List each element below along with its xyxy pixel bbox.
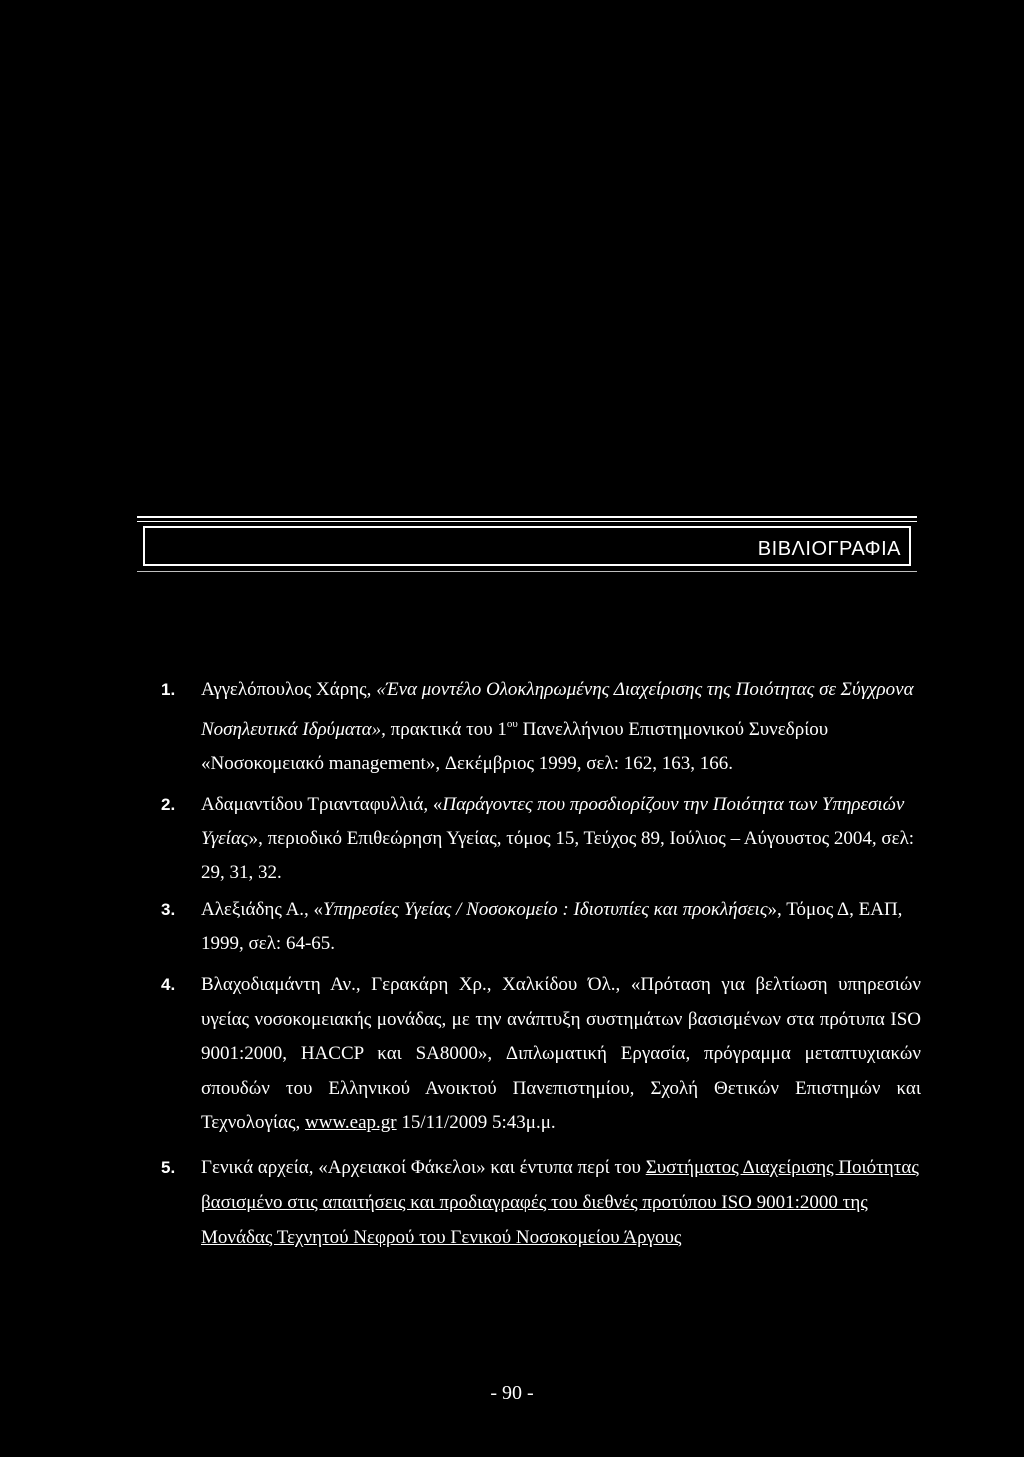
header-rule-bottom	[137, 571, 917, 572]
reference-number: 1.	[161, 680, 176, 699]
reference-text	[201, 794, 914, 883]
header-rule-top-thin	[137, 521, 917, 522]
reference-list	[161, 673, 921, 1255]
reference-author: Αλεξιάδης Α., «	[201, 899, 324, 920]
reference-title: Υπηρεσίες Υγείας / Νοσοκομείο : Ιδιοτυπίες και προκλήσεις	[323, 899, 768, 920]
reference-access-date: 15/11/2009 5:43μ.μ.	[396, 1112, 556, 1133]
reference-number: 5.	[161, 1157, 176, 1177]
reference-author: Αγγελόπουλος Χάρης,	[201, 679, 377, 700]
reference-number: 4.	[161, 975, 176, 994]
reference-source: , πρακτικά του 1	[381, 719, 507, 740]
reference-author: Αδαμαντίδου Τριανταφυλλιά, «	[201, 794, 443, 815]
section-header	[137, 516, 917, 568]
ordinal-superscript: ου	[506, 718, 518, 730]
reference-details: Γενικά αρχεία, «Αρχειακοί Φάκελοι» και έντυπα περί του	[201, 1156, 646, 1178]
reference-text	[201, 899, 902, 954]
reference-details: », Τόμος Δ, ΕΑΠ, 1999, σελ: 64-65.	[201, 899, 903, 954]
reference-item	[161, 788, 921, 890]
reference-item	[161, 893, 921, 961]
reference-details: Πανελλήνιου Επιστημονικού Συνεδρίου «Νοσοκομειακό management», Δεκέμβριος 1999, σελ: 162, 163, 166.	[201, 719, 829, 774]
reference-underlined-text: Συστήματος Διαχείρισης Ποιότητας βασισμένο στις απαιτήσεις και προδιαγραφές του διεθνές προτύπου ISO 9001:2000 της	[201, 1156, 919, 1213]
header-frame	[143, 526, 911, 566]
section-title: ΒΙΒΛΙΟΓΡΑΦΙΑ	[757, 538, 901, 560]
reference-text	[201, 679, 914, 774]
reference-item	[161, 968, 921, 1141]
reference-number: 2.	[161, 795, 176, 814]
page-number: - 90 -	[490, 1382, 534, 1404]
reference-item	[161, 673, 921, 781]
reference-number: 3.	[161, 900, 176, 919]
reference-title: Παράγοντες που προσδιορίζουν την Ποιότητα των Υπηρεσιών Υγείας	[201, 794, 905, 849]
reference-item	[161, 1150, 921, 1255]
header-rule-top	[137, 516, 917, 518]
reference-text	[201, 974, 921, 1133]
reference-details: Βλαχοδιαμάντη Αν., Γερακάρη Χρ., Χαλκίδου Όλ., «Πρόταση για βελτίωση υπηρεσιών υγείας νοσοκομειακής μονάδας, με την ανάπτυξη συστημάτων βασισμένων στα πρότυπα ISO 9001:2000, HACCP και SA8000», Διπλωματική Εργασία, πρόγραμμα μεταπτυχιακών σπουδών του Ελληνικού Ανοικτού Πανεπιστημίου, Σχολή Θετικών Επιστημών και Τεχνολογίας,	[201, 974, 921, 1133]
reference-text	[201, 1157, 919, 1248]
reference-link[interactable]: www.eap.gr	[305, 1112, 397, 1133]
reference-details: », περιοδικό Επιθεώρηση Υγείας, τόμος 15, Τεύχος 89, Ιούλιος – Αύγουστος 2004, σελ: 29, 31, 32.	[201, 828, 915, 883]
reference-underlined-text: Μονάδας Τεχνητού Νεφρού του Γενικού Νοσοκομείου Άργους	[201, 1226, 682, 1248]
reference-title: «Ένα μοντέλο Ολοκληρωμένης Διαχείρισης της Ποιότητας σε Σύγχρονα Νοσηλευτικά Ιδρύματα»	[201, 679, 914, 740]
